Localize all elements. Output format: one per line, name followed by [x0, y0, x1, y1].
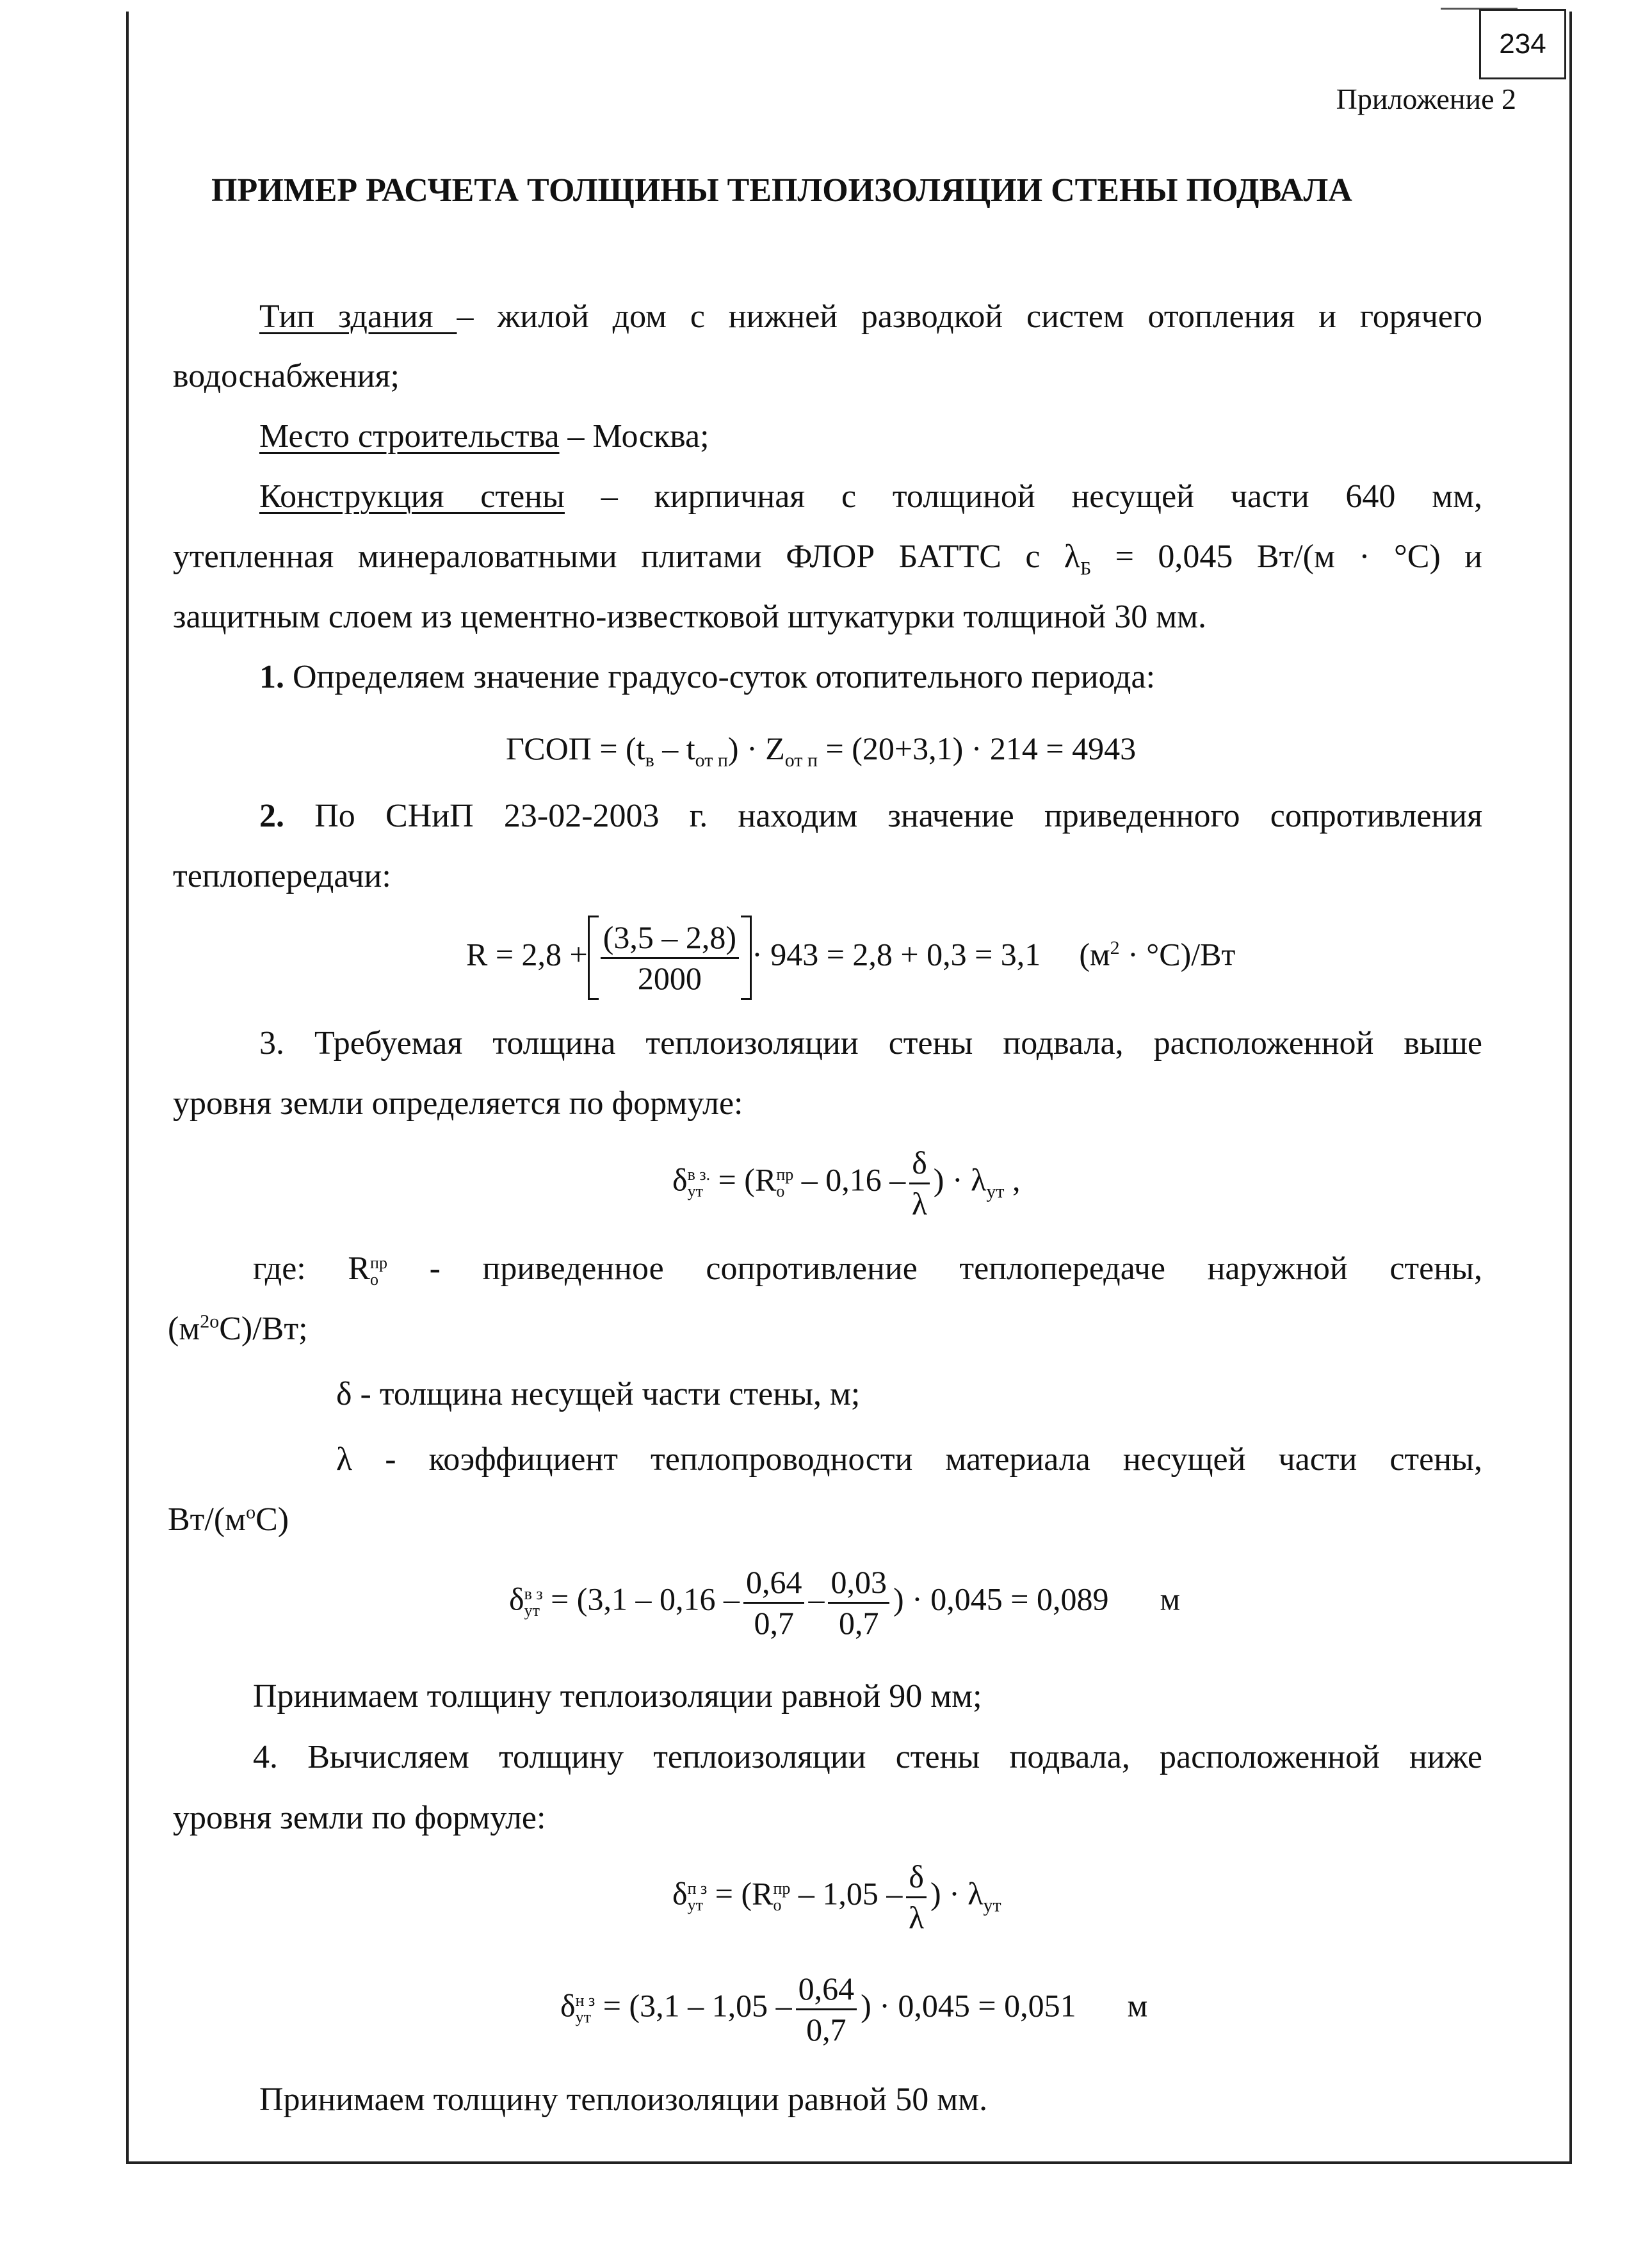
accept-50: Принимаем толщину теплоизоляции равной 50 мм.	[259, 2081, 988, 2118]
delta-below-calc: δ н з ут = (3,1 – 1,05 – $\frac{0,64}{0,7}$ ) · 0,045 = 0,051 м	[560, 1971, 1148, 2047]
delta-below-formula: δ п з ут = (R пр о – 1,05 – $\frac{\delta}{\lambda}$ ) · $\lambda_{ут}$	[672, 1859, 1001, 1935]
step3-line-1: 3. Требуемая толщина теплоизоляции стены подвала, расположенной выше	[259, 1025, 1482, 1061]
place-text: – Москва;	[559, 418, 709, 455]
construction-line-1	[259, 478, 1482, 515]
building-type-cont: водоснабжения;	[173, 358, 400, 394]
building-type-label: Тип здания	[259, 298, 457, 335]
step4-line-2: уровня земли по формуле:	[173, 1800, 546, 1836]
step3-line-2: уровня земли определяется по формуле:	[173, 1085, 743, 1122]
place-line	[259, 417, 709, 455]
delta-definition: δ - толщина несущей части стены, м;	[336, 1376, 861, 1412]
gsop-formula: ГСОП = $(t_в - t_{от п}) \cdot Z_{от п} = (20+3,1) \cdot 214 = 4943$	[506, 730, 1137, 771]
delta-above-calc: δ в з ут = (3,1 – 0,16 – $\frac{0,64}{0,7}$ – $\frac{0,03}{0,7}$ ) · 0,045 = 0,089 м	[509, 1564, 1181, 1641]
delta-above-formula: δ в з. ут = (R пр о – 0,16 – $\frac{\delta}{\lambda}$ ) · $\lambda_{ут}$ ,	[672, 1145, 1021, 1222]
page-title: ПРИМЕР РАСЧЕТА ТОЛЩИНЫ ТЕПЛОИЗОЛЯЦИИ СТЕНЫ ПОДВАЛА	[211, 172, 1352, 209]
where-line: где: R пр о - приведенное сопротивление теплопередаче наружной стены,	[253, 1250, 1482, 1289]
construction-line-3: защитным слоем из цементно-известковой штукатурки толщиной 30 мм.	[173, 599, 1207, 635]
lambda-definition: λ - коэффициент теплопроводности материала несущей части стены,	[336, 1441, 1482, 1478]
step2-line-2: теплопередачи:	[173, 858, 391, 894]
accept-90: Принимаем толщину теплоизоляции равной 90 мм;	[253, 1678, 982, 1715]
appendix-label: Приложение 2	[1336, 83, 1516, 115]
step2-line-1: 2. По СНиП 23-02-2003 г. находим значение приведенного сопротивления	[259, 798, 1482, 834]
place-label: Место строительства	[259, 418, 560, 455]
page-number: 234	[1479, 9, 1566, 79]
lambda-unit: $Вт/(м^оС)$	[168, 1501, 289, 1538]
step4-line-1: 4. Вычисляем толщину теплоизоляции стены подвала, расположенной ниже	[253, 1739, 1482, 1775]
building-type-line	[259, 298, 1482, 335]
r-formula: R = 2,8 + $\frac{(3,5 - 2,8)}{2000}$ · 943 = 2,8 + 0,3 = 3,1 $(м^2 \cdot ^\circ С)/Вт$	[466, 916, 1235, 1000]
where-unit: $(м^{2о}С)/Вт$;	[168, 1311, 308, 1347]
step1-line: 1. Определяем значение градусо-суток отопительного периода:	[259, 659, 1156, 695]
construction-text: – кирпичная с толщиной несущей части 640 мм,	[564, 478, 1483, 515]
construction-label: Конструкция стены	[259, 478, 565, 515]
construction-line-2: утепленная минераловатными плитами ФЛОР БАТТС с $\lambda_Б = 0,045$ Вт/(м · °С) и	[173, 538, 1483, 579]
bracket-group: $\frac{(3,5 - 2,8)}{2000}$	[588, 916, 752, 1000]
building-type-text: – жилой дом с нижней разводкой систем отопления и горячего	[457, 298, 1482, 335]
